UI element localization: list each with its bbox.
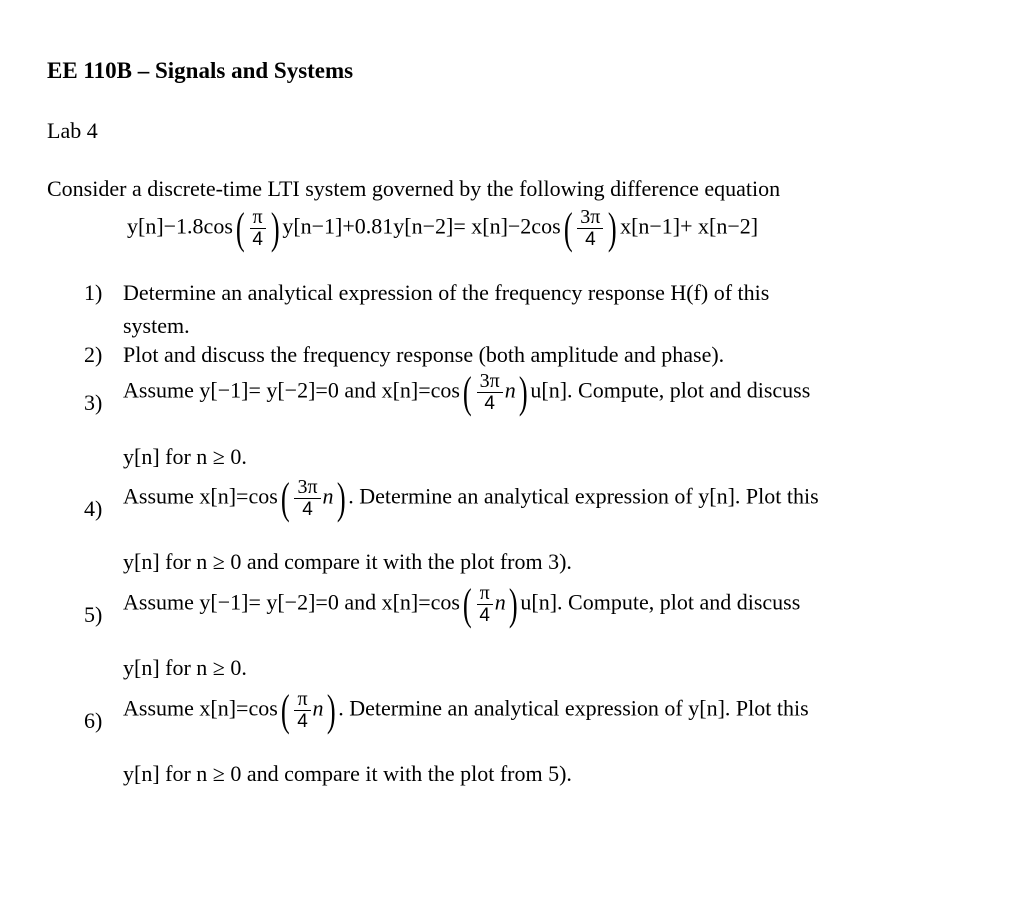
item-3-text-cont: y[n] for n ≥ 0. (123, 444, 247, 469)
item-4-text: Assume x[n]=cos( $\frac{3\pi}{4}$ n) . Determine an analytical expression of y[n]. Plot this (123, 473, 819, 523)
item-6-fraction: $\frac{\pi}{4}$ (294, 688, 310, 733)
lab-label: Lab 4 (47, 118, 98, 143)
equation-part-1: y[n]−1.8cos (127, 213, 233, 239)
equation-fraction-2: $\frac{3\pi}{4}$ (577, 206, 603, 251)
page-title: EE 110B – Signals and Systems (47, 58, 354, 83)
item-4-fraction: $\frac{3\pi}{4}$ (294, 476, 320, 521)
item-2-number: 2) (84, 342, 103, 367)
item-5-fraction: $\frac{\pi}{4}$ (477, 582, 493, 627)
item-3-text: Assume y[−1]= y[−2]=0 and x[n]=cos( $\frac{3\pi}{4}$ n) u[n]. Compute, plot and discuss (123, 367, 811, 417)
equation-part-2: y[n−1]+0.81y[n−2]= x[n]−2cos (282, 213, 561, 239)
equation-fraction-1: $\frac{\pi}{4}$ (250, 206, 266, 251)
intro-text: Consider a discrete-time LTI system governed by the following difference equation (47, 176, 781, 201)
item-3-fraction: $\frac{3\pi}{4}$ (477, 370, 503, 415)
item-1-text: Determine an analytical expression of the frequency response H(f) of this (123, 280, 770, 305)
difference-equation: y[n]−1.8cos( $\frac{\pi}{4}$ ) y[n−1]+0.81y[n−2]= x[n]−2cos( $\frac{3\pi}{4}$ ) x[n−1]+ x[n−2] (127, 203, 759, 253)
item-6-text: Assume x[n]=cos( $\frac{\pi}{4}$ n) . Determine an analytical expression of y[n]. Plot this (123, 685, 809, 735)
item-1-text-cont: system. (123, 313, 190, 338)
item-3-number: 3) (84, 390, 103, 415)
item-1-number: 1) (84, 280, 103, 305)
item-2-text: Plot and discuss the frequency response (both amplitude and phase). (123, 342, 725, 367)
item-5-number: 5) (84, 602, 103, 627)
equation-part-3: x[n−1]+ x[n−2] (620, 213, 759, 239)
item-4-number: 4) (84, 496, 103, 521)
item-6-text-cont: y[n] for n ≥ 0 and compare it with the plot from 5). (123, 761, 572, 786)
item-5-text-cont: y[n] for n ≥ 0. (123, 655, 247, 680)
item-4-text-cont: y[n] for n ≥ 0 and compare it with the plot from 3). (123, 549, 572, 574)
item-6-number: 6) (84, 708, 103, 733)
item-5-text: Assume y[−1]= y[−2]=0 and x[n]=cos( $\frac{\pi}{4}$ n) u[n]. Compute, plot and discuss (123, 579, 801, 629)
